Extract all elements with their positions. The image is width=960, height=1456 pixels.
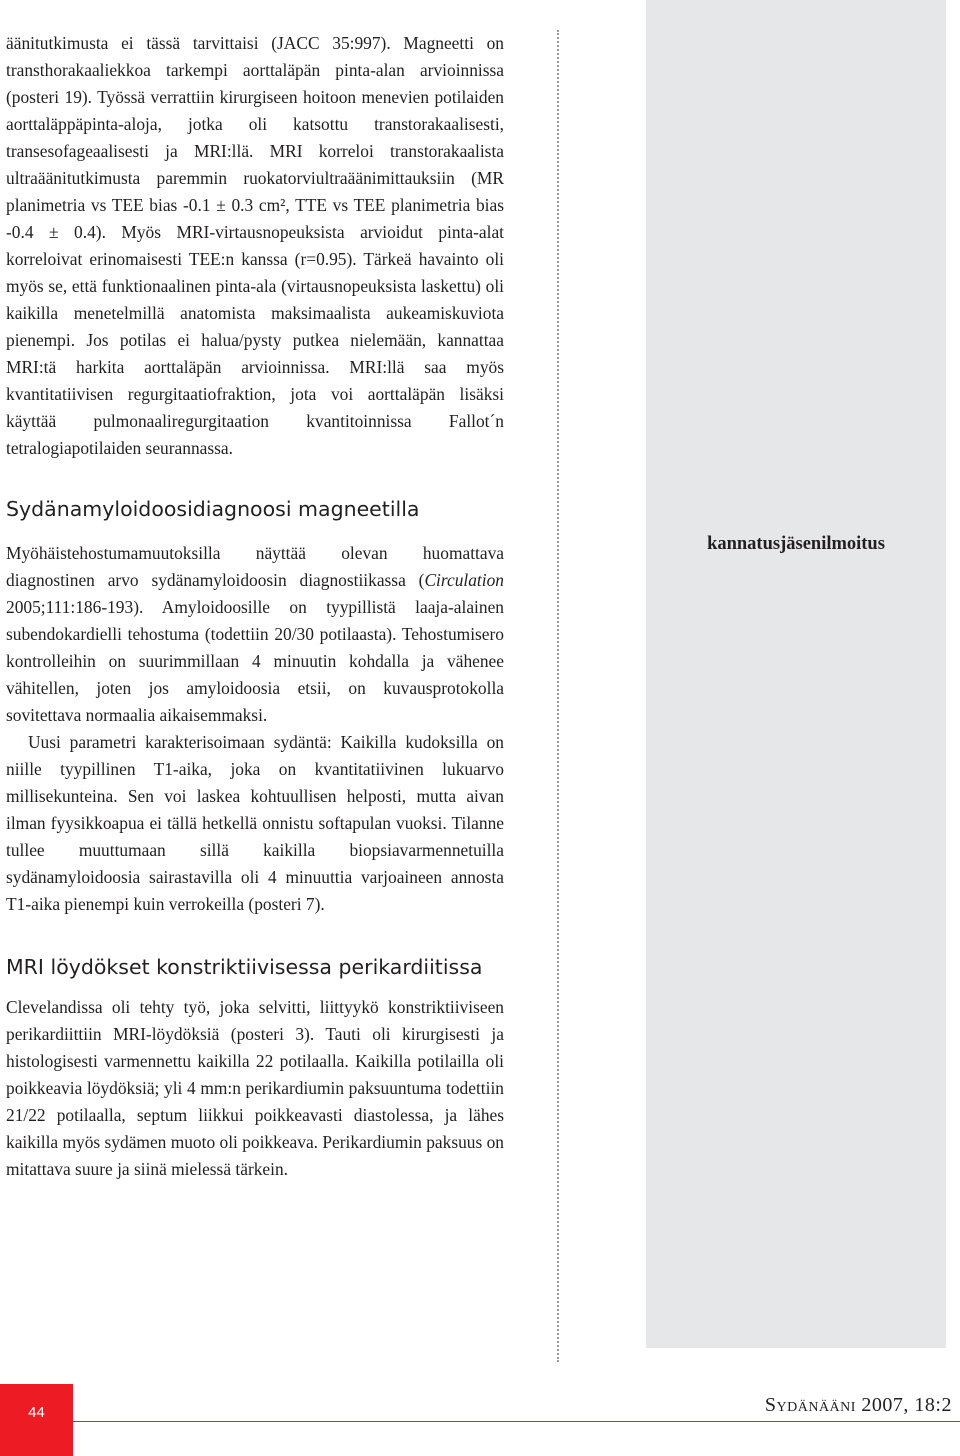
page-number: 44 (28, 1404, 45, 1421)
section-heading-pericarditis: MRI löydökset konstriktiivisessa perikardiitissa (6, 955, 483, 979)
amyloidosis-paragraph-2: Uusi parametri karakterisoimaan sydäntä: Kaikilla kudoksilla on niille tyypillinen T1-aika, joka on kvantitatiivinen lukuarvo millisekunteina. Sen voi laskea kohtuullisen helposti, mutta aivan ilman fyysikkoapua ei tällä hetkellä onnistu softapulan vuoksi. Tilanne tullee muuttumaan sillä kaikilla biopsiavarmennetuilla sydänamyloidoosia sairastavilla oli 4 minuuttia varjoaineen annosta T1-aika pienempi kuin verrokeilla (posteri 7). (6, 732, 504, 914)
amyloidosis-paragraph-1 (6, 540, 504, 729)
journal-footer: Sydänääni 2007, 18:2 (764, 1394, 952, 1416)
amyloidosis-p1-text-a: Myöhäistehostumamuutoksilla näyttää olevan huomattava diagnostinen arvo sydänamyloidoosin diagnostiikassa ( (6, 543, 504, 590)
section-heading-amyloidosis: Sydänamyloidoosidiagnoosi magneetilla (6, 497, 420, 521)
advertisement-label: kannatusjäsenilmoitus (707, 534, 885, 554)
main-text-column (6, 30, 504, 1183)
column-divider (557, 30, 559, 1362)
intro-paragraph: äänitutkimusta ei tässä tarvittaisi (JACC 35:997). Magneetti on transthorakaaliekkoa tarkempi aorttaläpän pinta-alan arvioinnissa (posteri 19). Työssä verrattiin kirurgiseen hoitoon menevien potilaiden aorttaläppäpinta-aloja, jotka oli katsottu transtorakaalisesti, transesofageaalisesti ja MRI:llä. MRI korreloi transtorakaalista ultraäänitutkimusta paremmin ruokatorviultraäänimittauksiin (MR planimetria vs TEE bias -0.1 ± 0.3 cm², TTE vs TEE planimetria bias -0.4 ± 0.4). Myös MRI-virtausnopeuksista arvioidut pinta-alat korreloivat erinomaisesti TEE:n kanssa (r=0.95). Tärkeä havainto oli myös se, että funktionaalinen pinta-ala (virtausnopeuksista laskettu) oli kaikilla menetelmillä anatomista maksimaalista aukeamiskuviota pienempi. Jos potilas ei halua/pysty putkea nielemään, kannattaa MRI:tä harkita aorttaläpän arvioinnissa. MRI:llä saa myös kvantitatiivisen regurgitaatiofraktion, jota voi aorttaläpän lisäksi käyttää pulmonaaliregurgitaation kvantitoinnissa Fallot´n tetralogiapotilaiden seurannassa. (6, 33, 504, 458)
journal-citation-italic: Circulation (424, 570, 504, 590)
amyloidosis-p1-text-b: 2005;111:186-193). Amyloidoosille on tyypillistä laaja-alainen subendokardielli tehostuma (todettiin 20/30 potilaasta). Tehostumisero kontrolleihin on suurimmillaan 4 minuutin kohdalla ja vähenee vähitellen, joten jos amyloidoosia etsii, on kuvausprotokolla sovitettava normaalia aikaisemmaksi. (6, 597, 504, 725)
advertisement-box (646, 0, 946, 1348)
pericarditis-paragraph: Clevelandissa oli tehty työ, joka selvitti, liittyykö konstriktiiviseen perikardiittiin MRI-löydöksiä (posteri 3). Tauti oli kirurgisesti ja histologisesti varmennettu kaikilla 22 potilaalla. Kaikilla potilailla oli poikkeavia löydöksiä; yli 4 mm:n perikardiumin paksuuntuma todettiin 21/22 potilaalla, septum liikkui poikkeavasti diastolessa, ja lähes kaikilla myös sydämen muoto oli poikkeava. Perikardiumin paksuus on mitattava suure ja siinä mielessä tärkein. (6, 997, 504, 1179)
footer-rule (73, 1421, 960, 1422)
